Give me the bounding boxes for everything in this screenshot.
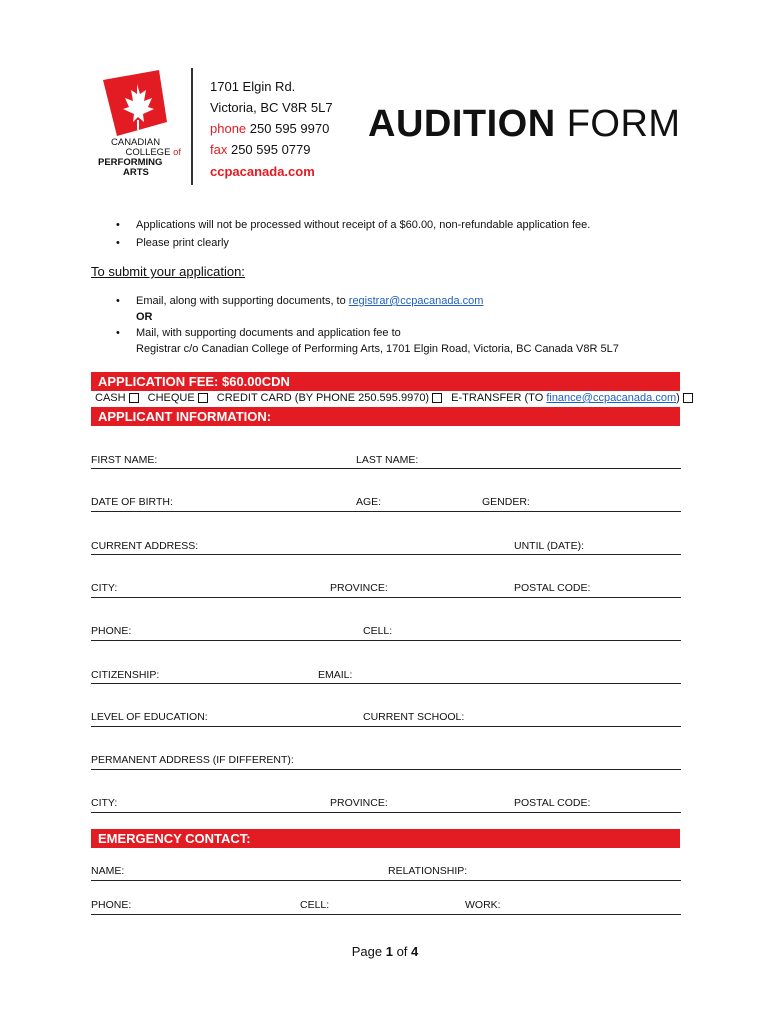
bullet-icon: • — [116, 295, 120, 307]
current-address-label: CURRENT ADDRESS: — [91, 540, 199, 552]
submit-mail-line1: Mail, with supporting documents and application fee to — [136, 327, 401, 339]
note-fee: Applications will not be processed without receipt of a $60.00, non-refundable application fee. — [136, 219, 591, 231]
province-label-2: PROVINCE: — [330, 797, 388, 809]
emergency-cell-label: CELL: — [300, 899, 330, 911]
current-address-field[interactable] — [91, 554, 681, 555]
emergency-phone-field[interactable] — [91, 914, 681, 915]
bullet-icon: • — [116, 219, 120, 231]
address-city: Victoria, BC V8R 5L7 — [210, 100, 333, 115]
current-school-label: CURRENT SCHOOL: — [363, 711, 465, 723]
last-name-label: LAST NAME: — [356, 454, 419, 466]
first-name-label: FIRST NAME: — [91, 454, 158, 466]
first-name-field[interactable] — [91, 468, 681, 469]
education-label: LEVEL OF EDUCATION: — [91, 711, 208, 723]
emergency-name-field[interactable] — [91, 880, 681, 881]
logo-text-performing: PERFORMING — [98, 157, 163, 168]
dob-field[interactable] — [91, 511, 681, 512]
phone-field[interactable] — [91, 640, 681, 641]
permanent-address-label: PERMANENT ADDRESS (IF DIFFERENT): — [91, 754, 294, 766]
cheque-checkbox[interactable] — [198, 393, 208, 403]
bullet-icon: • — [116, 327, 120, 339]
submit-email: Email, along with supporting documents, to registrar@ccpacanada.com — [136, 295, 484, 307]
city-field-2[interactable] — [91, 812, 681, 813]
age-label: AGE: — [356, 496, 382, 508]
page-title: AUDITION FORM — [368, 103, 681, 145]
address-phone: phone 250 595 9970 — [210, 121, 330, 136]
postal-code-label-2: POSTAL CODE: — [514, 797, 591, 809]
relationship-label: RELATIONSHIP: — [388, 865, 468, 877]
applicant-heading: APPLICANT INFORMATION: — [91, 407, 680, 426]
payment-options: CASH CHEQUE CREDIT CARD (BY PHONE 250.595.9970) E-TRANSFER (TO finance@ccpacanada.com) — [95, 392, 695, 404]
province-label: PROVINCE: — [330, 582, 388, 594]
emergency-heading: EMERGENCY CONTACT: — [91, 829, 680, 848]
until-date-label: UNTIL (DATE): — [514, 540, 584, 552]
cash-checkbox[interactable] — [129, 393, 139, 403]
etransfer-checkbox[interactable] — [683, 393, 693, 403]
postal-code-label: POSTAL CODE: — [514, 582, 591, 594]
registrar-email-link[interactable]: registrar@ccpacanada.com — [348, 295, 484, 307]
bullet-icon: • — [116, 237, 120, 249]
finance-email-link[interactable]: finance@ccpacanada.com — [546, 392, 677, 404]
website-link[interactable]: ccpacanada.com — [210, 164, 315, 179]
city-label: CITY: — [91, 582, 118, 594]
note-print: Please print clearly — [136, 237, 229, 249]
submit-heading: To submit your application: — [91, 264, 245, 279]
cell-label: CELL: — [363, 625, 393, 637]
gender-label: GENDER: — [482, 496, 530, 508]
city-label-2: CITY: — [91, 797, 118, 809]
header-divider — [191, 68, 193, 185]
citizenship-label: CITIZENSHIP: — [91, 669, 160, 681]
dob-label: DATE OF BIRTH: — [91, 496, 173, 508]
page-number: Page 1 of 4 — [351, 944, 419, 959]
fee-heading: APPLICATION FEE: $60.00CDN — [91, 372, 680, 391]
address-fax: fax 250 595 0779 — [210, 142, 311, 157]
citizenship-field[interactable] — [91, 683, 681, 684]
emergency-work-label: WORK: — [465, 899, 501, 911]
submit-mail-line2: Registrar c/o Canadian College of Performing Arts, 1701 Elgin Road, Victoria, BC Canada V8R 5L7 — [136, 343, 619, 355]
logo-text-college: COLLEGE of — [125, 147, 181, 158]
education-field[interactable] — [91, 726, 681, 727]
email-label: EMAIL: — [318, 669, 353, 681]
logo-text-canadian: CANADIAN — [111, 137, 161, 148]
emergency-name-label: NAME: — [91, 865, 125, 877]
maple-leaf-logo-icon — [97, 70, 183, 140]
phone-label: PHONE: — [91, 625, 132, 637]
credit-card-checkbox[interactable] — [432, 393, 442, 403]
logo-text-arts: ARTS — [123, 167, 149, 178]
submit-or: OR — [136, 311, 153, 323]
address-street: 1701 Elgin Rd. — [210, 79, 296, 94]
city-field[interactable] — [91, 597, 681, 598]
permanent-address-field[interactable] — [91, 769, 681, 770]
college-logo — [97, 70, 183, 188]
emergency-phone-label: PHONE: — [91, 899, 132, 911]
